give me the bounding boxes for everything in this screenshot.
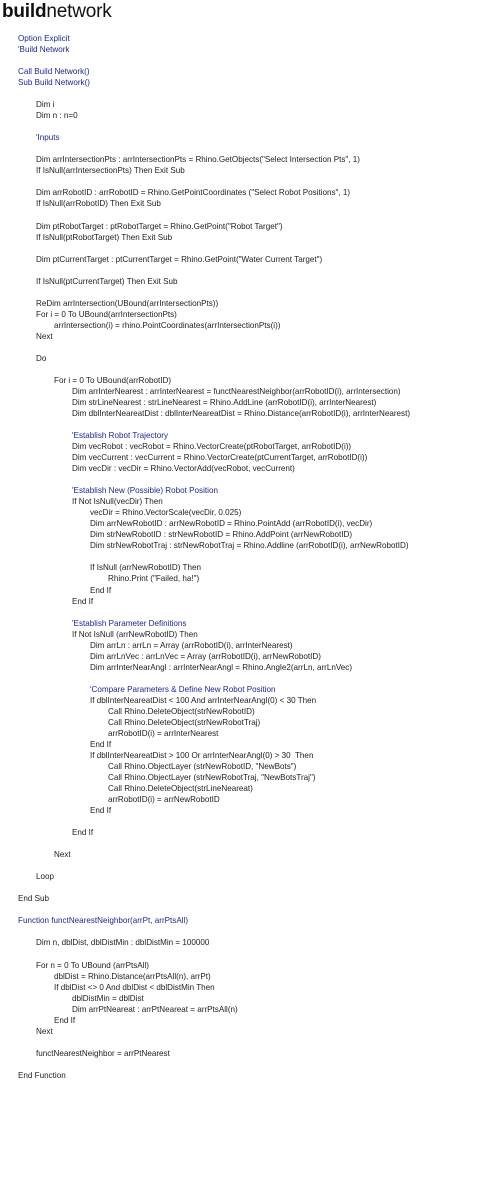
code-line: For n = 0 To UBound (arrPtsAll): [36, 960, 149, 970]
code-line: End If: [90, 585, 112, 595]
code-line: Call Build Network(): [18, 67, 90, 77]
code-line: For i = 0 To UBound(arrRobotID): [54, 375, 172, 385]
code-line: If Not IsNull (arrNewRobotID) Then: [72, 629, 198, 639]
code-line: Dim vecCurrent : vecCurrent = Rhino.VectorCreate(ptCurrentTarget, arrRobotID(i)): [72, 453, 368, 463]
code-line: Next: [54, 850, 71, 860]
code-line: Next: [36, 331, 53, 341]
code-line: Next: [36, 1026, 53, 1036]
code-line: dblDistMin = dblDist: [72, 993, 144, 1003]
code-line: Call Rhino.ObjectLayer (strNewRobotID, "NewBots"): [108, 761, 297, 771]
code-line: Call Rhino.ObjectLayer (strNewRobotTraj, "NewBotsTraj"): [108, 773, 316, 782]
code-line: Dim i: [36, 100, 55, 110]
code-line: Dim ptCurrentTarget : ptCurrentTarget = Rhino.GetPoint("Water Current Target"): [36, 254, 323, 264]
title-bold-part: build: [2, 1, 47, 22]
code-line: End If: [72, 828, 94, 838]
code-line: Call Rhino.DeleteObject(strNewRobotTraj): [108, 717, 261, 727]
code-line: Loop: [36, 872, 55, 882]
code-line: Dim n, dblDist, dblDistMin : dblDistMin = 100000: [36, 938, 210, 948]
code-line: End If: [90, 806, 112, 816]
code-line: Do: [36, 353, 47, 363]
code-line: Dim arrLnVec : arrLnVec = Array (arrRobotID(i), arrNewRobotID): [90, 651, 321, 661]
code-line: arrRobotID(i) = arrInterNearest: [108, 728, 219, 738]
code-line: Dim arrNewRobotID : arrNewRobotID = Rhino.PointAdd (arrRobotID(i), vecDir): [90, 519, 373, 529]
code-line: End If: [90, 739, 112, 749]
code-line: 'Establish New (Possible) Robot Position: [72, 486, 218, 496]
code-line: End Function: [18, 1070, 66, 1080]
code-line: Dim dblInterNeareatDist : dblInterNeareatDist = Rhino.Distance(arrRobotID(i), arrInterNearest): [72, 409, 411, 419]
code-line: Dim arrPtNeareat : arrPtNeareat = arrPtsAll(n): [72, 1004, 238, 1014]
code-line: If IsNull(arrRobotID) Then Exit Sub: [36, 199, 161, 209]
code-line: End Sub: [18, 894, 50, 904]
code-line: Dim arrInterNearest : arrInterNearest = functNearestNeighbor(arrRobotID(i), arrIntersection): [72, 386, 401, 396]
code-line: 'Inputs: [36, 133, 60, 143]
code-line: Dim arrRobotID : arrRobotID = Rhino.GetPointCoordinates ("Select Robot Positions", 1): [36, 188, 351, 198]
code-line: If IsNull(ptRobotTarget) Then Exit Sub: [36, 232, 173, 242]
code-line: If Not IsNull(vecDir) Then: [72, 497, 163, 507]
code-line: Call Rhino.DeleteObject(strNewRobotID): [108, 706, 255, 716]
code-line: Dim vecDir : vecDir = Rhino.VectorAdd(vecRobot, vecCurrent): [72, 464, 295, 474]
code-line: Dim strLineNearest : strLineNearest = Rhino.AddLine (arrRobotID(i), arrInterNearest): [72, 397, 377, 407]
code-line: Function functNearestNeighbor(arrPt, arrPtsAll): [18, 916, 189, 926]
code-line: Rhino.Print ("Failed, ha!"): [108, 574, 200, 584]
code-line: End If: [72, 596, 94, 606]
code-line: End If: [54, 1015, 76, 1025]
code-line: Call Rhino.DeleteObject(strLineNeareat): [108, 784, 253, 794]
title-light-part: network: [46, 1, 112, 22]
code-line: Dim vecRobot : vecRobot = Rhino.VectorCreate(ptRobotTarget, arrRobotID(i)): [72, 442, 352, 452]
code-line: arrRobotID(i) = arrNewRobotID: [108, 795, 220, 805]
code-line: Dim strNewRobotID : strNewRobotID = Rhino.AddPoint (arrNewRobotID): [90, 530, 353, 540]
code-line: For i = 0 To UBound(arrIntersectionPts): [36, 309, 177, 319]
code-line: Sub Build Network(): [18, 78, 90, 88]
code-line: 'Establish Robot Trajectory: [72, 431, 169, 441]
code-line: Option Explicit: [18, 34, 70, 43]
code-line: dblDist = Rhino.Distance(arrPtsAll(n), arrPt): [54, 971, 211, 981]
code-line: If dblInterNeareatDist < 100 And arrInterNearAngl(0) < 30 Then: [90, 695, 317, 705]
code-line: Dim arrLn : arrLn = Array (arrRobotID(i), arrInterNearest): [90, 640, 293, 650]
code-line: If dblDist <> 0 And dblDist < dblDistMin Then: [54, 982, 215, 992]
code-line: If dblInterNeareatDist > 100 Or arrInterNearAngl(0) > 30 Then: [90, 750, 314, 760]
code-line: ReDim arrIntersection(UBound(arrIntersectionPts)): [36, 298, 219, 308]
code-line: Dim arrIntersectionPts : arrIntersectionPts = Rhino.GetObjects("Select Intersection Pts", 1): [36, 155, 360, 165]
code-line: functNearestNeighbor = arrPtNearest: [36, 1048, 170, 1058]
code-line: If IsNull(arrIntersectionPts) Then Exit Sub: [36, 166, 185, 176]
code-line: vecDir = Rhino.VectorScale(vecDir, 0.025): [90, 508, 242, 518]
code-line: If IsNull(ptCurrentTarget) Then Exit Sub: [36, 276, 178, 286]
code-line: Dim n : n=0: [36, 111, 78, 121]
code-line: Dim strNewRobotTraj : strNewRobotTraj = Rhino.Addline (arrRobotID(i), arrNewRobotID): [90, 541, 409, 551]
code-line: If IsNull (arrNewRobotID) Then: [90, 563, 201, 573]
code-line: Dim ptRobotTarget : ptRobotTarget = Rhino.GetPoint("Robot Target"): [36, 221, 283, 231]
code-line: 'Establish Parameter Definitions: [72, 618, 187, 628]
code-line: 'Compare Parameters & Define New Robot Position: [90, 684, 276, 694]
page-title: [2, 1, 112, 23]
code-line: Dim arrInterNearAngl : arrInterNearAngl = Rhino.Angle2(arrLn, arrLnVec): [90, 662, 353, 672]
code-line: arrIntersection(i) = rhino.PointCoordinates(arrIntersectionPts(i)): [54, 320, 281, 330]
code-line: 'Build Network: [18, 45, 70, 55]
